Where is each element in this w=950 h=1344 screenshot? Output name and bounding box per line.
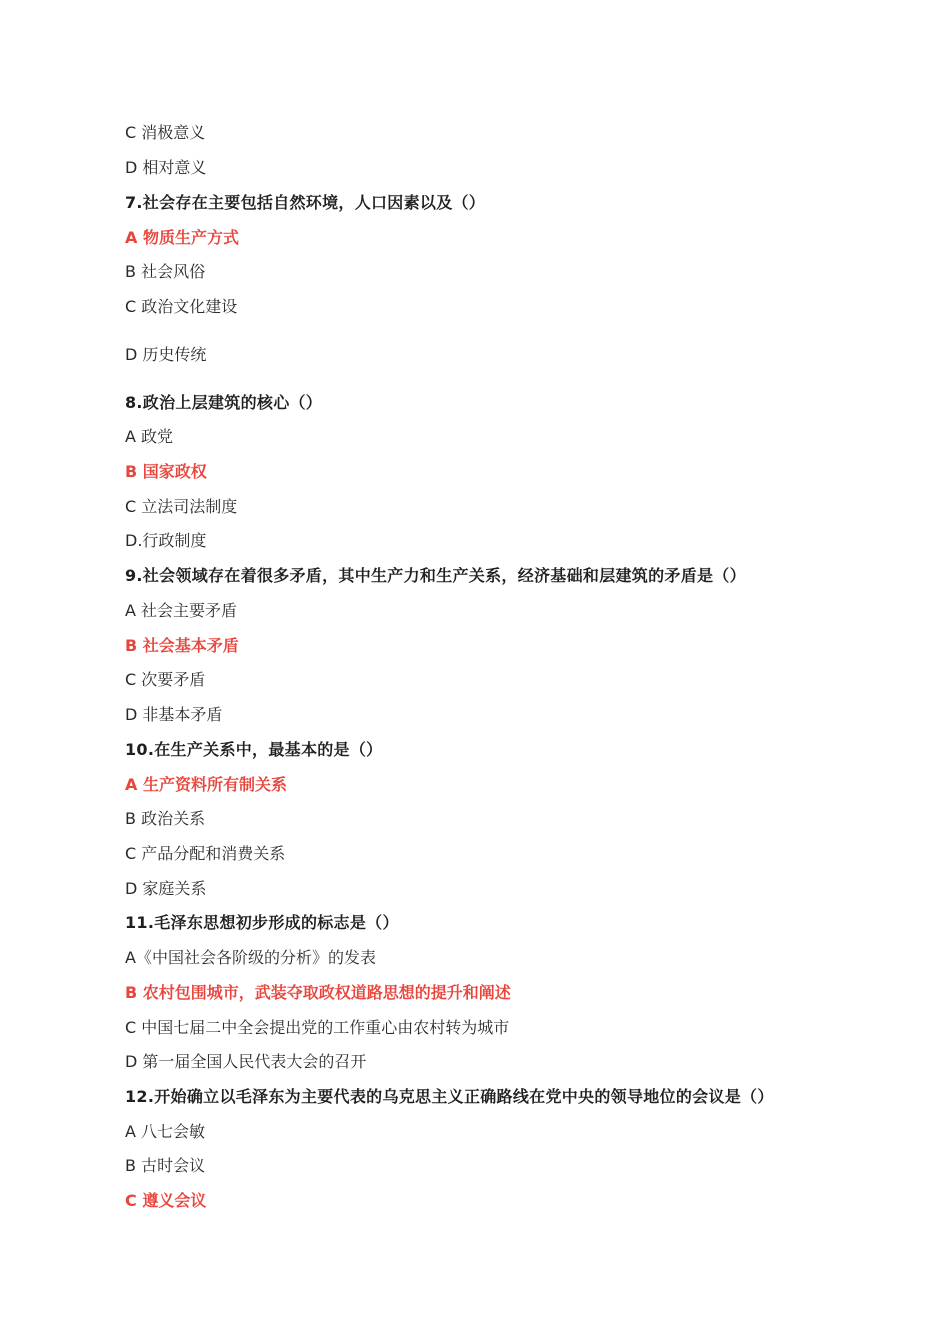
correct-answer-line: A 物质生产方式 xyxy=(125,228,239,247)
option-line: C 产品分配和消费关系 xyxy=(125,844,286,863)
question-12-heading: 12.开始确立以毛泽东为主要代表的乌克思主义正确路线在党中央的领导地位的会议是（） xyxy=(125,1087,774,1106)
option-line: A 政党 xyxy=(125,427,174,446)
correct-answer-line: B 农村包围城市，武装夺取政权道路思想的提升和阐述 xyxy=(125,983,511,1002)
option-line: A 八七会敏 xyxy=(125,1122,206,1141)
option-line: D 非基本矛盾 xyxy=(125,705,223,724)
option-line: C 立法司法制度 xyxy=(125,497,238,516)
question-9-heading: 9.社会领域存在着很多矛盾，其中生产力和生产关系，经济基础和层建筑的矛盾是（） xyxy=(125,566,746,585)
question-7-heading: 7.社会存在主要包括自然环境，人口因素以及（） xyxy=(125,193,486,212)
option-line: C 政治文化建设 xyxy=(125,297,238,316)
option-line: A《中国社会各阶级的分析》的发表 xyxy=(125,948,376,967)
correct-answer-line: B 社会基本矛盾 xyxy=(125,636,239,655)
option-line: D 历史传统 xyxy=(125,345,207,364)
option-line: B 社会风俗 xyxy=(125,262,206,281)
correct-answer-line: C 遵义会议 xyxy=(125,1191,207,1210)
option-line: B 政治关系 xyxy=(125,809,206,828)
option-line: A 社会主要矛盾 xyxy=(125,601,238,620)
question-10-heading: 10.在生产关系中，最基本的是（） xyxy=(125,740,383,759)
option-line: C 次要矛盾 xyxy=(125,670,206,689)
option-line: D.行政制度 xyxy=(125,531,207,550)
option-line: D 相对意义 xyxy=(125,158,207,177)
correct-answer-line: B 国家政权 xyxy=(125,462,207,481)
option-line: C 消极意义 xyxy=(125,123,206,142)
option-line: C 中国七届二中全会提出党的工作重心由农村转为城市 xyxy=(125,1018,510,1037)
option-line: D 家庭关系 xyxy=(125,879,207,898)
option-line: D 第一届全国人民代表大会的召开 xyxy=(125,1052,367,1071)
question-8-heading: 8.政治上层建筑的核心（） xyxy=(125,393,323,412)
correct-answer-line: A 生产资料所有制关系 xyxy=(125,775,287,794)
option-line: B 古时会议 xyxy=(125,1156,206,1175)
question-11-heading: 11.毛泽东思想初步形成的标志是（） xyxy=(125,913,399,932)
